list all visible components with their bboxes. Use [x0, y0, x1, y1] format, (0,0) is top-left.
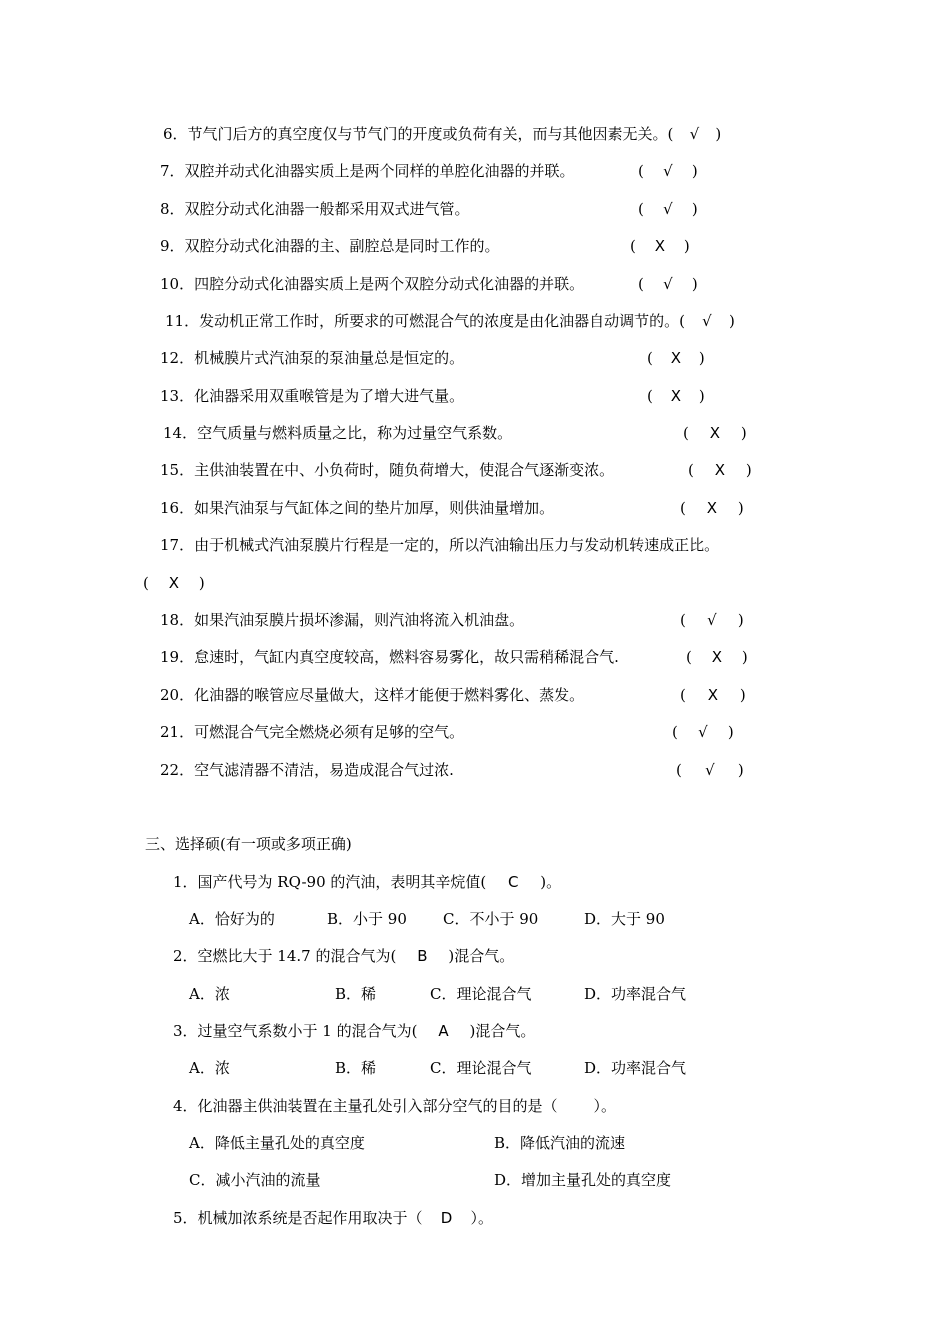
question-stem: 4．化油器主供油装置在主量孔处引入部分空气的目的是（ — [173, 1097, 558, 1115]
close-paren: ) — [737, 499, 744, 517]
answer-mark: √ — [663, 275, 673, 293]
answer-group-22 — [676, 760, 744, 780]
choice-question-3 — [173, 1021, 535, 1041]
judgment-item-8 — [160, 199, 470, 219]
judgment-item-9 — [160, 236, 500, 256]
judgment-item-20 — [160, 685, 584, 705]
option-d: D．增加主量孔处的真空度 — [494, 1171, 672, 1189]
answer-mark: √ — [705, 761, 715, 779]
item-text: 14．空气质量与燃料质量之比，称为过量空气系数。 — [163, 424, 513, 442]
item-text: 11．发动机正常工作时，所要求的可燃混合气的浓度是由化油器自动调节的。( — [165, 312, 685, 330]
question-stem-end: ）。 — [593, 1097, 617, 1115]
judgment-item-11 — [165, 311, 735, 331]
option-c: C．减小汽油的流量 — [189, 1171, 321, 1189]
option-d: D．功率混合气 — [584, 985, 687, 1003]
close-paren: ) — [698, 387, 705, 405]
choice-question-1 — [173, 872, 561, 892]
close-paren: ) — [728, 312, 735, 330]
option-b: B．稀 — [335, 1059, 377, 1077]
answer-mark: √ — [698, 723, 708, 741]
answer-mark: √ — [689, 125, 700, 143]
answer-group-20 — [680, 685, 746, 705]
question-stem-end: )混合气。 — [448, 947, 515, 965]
item-text: 19．怠速时，气缸内真空度较高，燃料容易雾化，故只需稍稀混合气. — [160, 648, 619, 666]
option-a: A．降低主量孔处的真空度 — [189, 1134, 365, 1152]
judgment-item-7 — [160, 161, 575, 181]
item-text: 15．主供油装置在中、小负荷时，随负荷增大，使混合气逐渐变浓。 — [160, 461, 615, 479]
open-paren: ( — [638, 200, 644, 218]
choice-question-2 — [173, 946, 514, 966]
answer-mark: √ — [707, 611, 717, 629]
open-paren: ( — [647, 387, 653, 405]
question-stem: 1．国产代号为 RQ-90 的汽油，表明其辛烷值( — [173, 873, 487, 891]
open-paren: ( — [676, 761, 682, 779]
question-answer: D — [440, 1209, 453, 1227]
question-stem: 5．机械加浓系统是否起作用取决于（ — [173, 1209, 423, 1227]
judgment-item-17 — [160, 535, 719, 555]
question-answer: A — [438, 1022, 449, 1040]
close-paren: ) — [698, 349, 705, 367]
answer-group-18 — [680, 610, 744, 630]
option-d: D．大于 90 — [584, 910, 665, 928]
question-answer: B — [417, 947, 428, 965]
item-text: 10．四腔分动式化油器实质上是两个双腔分动式化油器的并联。 — [160, 275, 585, 293]
option-c: C．不小于 90 — [443, 910, 539, 928]
close-paren: ) — [691, 162, 698, 180]
question-stem-end: )。 — [540, 873, 562, 891]
question-stem: 3．过量空气系数小于 1 的混合气为( — [173, 1022, 418, 1040]
answer-group-15 — [688, 460, 752, 480]
answer-mark: X — [707, 686, 718, 704]
option-a: A．恰好为的 — [189, 910, 275, 928]
open-paren: ( — [683, 424, 689, 442]
answer-mark: X — [709, 424, 720, 442]
answer-group-7 — [638, 161, 698, 181]
choice-question-5 — [173, 1208, 493, 1228]
close-paren: ) — [715, 125, 722, 143]
answer-group-14 — [683, 423, 747, 443]
close-paren: ) — [737, 611, 744, 629]
item-text: 18．如果汽油泵膜片损坏渗漏，则汽油将流入机油盘。 — [160, 611, 525, 629]
item-text: 9．双腔分动式化油器的主、副腔总是同时工作的。 — [160, 237, 500, 255]
item-text: 8．双腔分动式化油器一般都采用双式进气管。 — [160, 200, 470, 218]
open-paren: ( — [647, 349, 653, 367]
item-text: 13．化油器采用双重喉管是为了增大进气量。 — [160, 387, 465, 405]
answer-mark: √ — [663, 162, 673, 180]
answer-group-12 — [647, 348, 705, 368]
judgment-item-13 — [160, 386, 464, 406]
judgment-item-16 — [160, 498, 554, 518]
answer-mark: X — [711, 648, 722, 666]
item-text: 7．双腔并动式化油器实质上是两个同样的单腔化油器的并联。 — [160, 162, 575, 180]
judgment-item-15 — [160, 460, 614, 480]
judgment-item-18 — [160, 610, 524, 630]
answer-mark: √ — [663, 200, 673, 218]
judgment-item-12 — [160, 348, 464, 368]
open-paren: ( — [680, 499, 686, 517]
question-stem-end: )混合气。 — [469, 1022, 536, 1040]
close-paren: ) — [198, 574, 205, 592]
open-paren: ( — [680, 611, 686, 629]
open-paren: ( — [680, 686, 686, 704]
question-stem: 2．空燃比大于 14.7 的混合气为( — [173, 947, 397, 965]
judgment-item-6 — [163, 124, 721, 144]
option-c: C．理论混合气 — [430, 1059, 532, 1077]
item-text: 6．节气门后方的真空度仅与节气门的开度或负荷有关，而与其他因素无关。( — [163, 125, 674, 143]
open-paren: ( — [672, 723, 678, 741]
item-text: 21．可燃混合气完全燃烧必须有足够的空气。 — [160, 723, 465, 741]
choice-question-4 — [173, 1096, 616, 1116]
close-paren: ) — [741, 648, 748, 666]
answer-mark: X — [670, 349, 681, 367]
judgment-item-21 — [160, 722, 464, 742]
close-paren: ) — [745, 461, 752, 479]
open-paren: ( — [638, 162, 644, 180]
answer-group-21 — [672, 722, 734, 742]
option-b: B．小于 90 — [327, 910, 407, 928]
answer-group-10 — [638, 274, 698, 294]
judgment-item-14 — [163, 423, 512, 443]
close-paren: ) — [691, 275, 698, 293]
close-paren: ) — [739, 686, 746, 704]
option-a: A．浓 — [189, 985, 230, 1003]
close-paren: ) — [737, 761, 744, 779]
answer-group-19 — [686, 647, 748, 667]
answer-mark: X — [714, 461, 725, 479]
open-paren: ( — [638, 275, 644, 293]
answer-mark: X — [168, 574, 179, 592]
judgment-item-10 — [160, 274, 584, 294]
answer-mark: X — [654, 237, 665, 255]
option-c: C．理论混合气 — [430, 985, 532, 1003]
answer-mark: X — [706, 499, 717, 517]
option-d: D．功率混合气 — [584, 1059, 687, 1077]
option-b: B．稀 — [335, 985, 377, 1003]
open-paren: ( — [630, 237, 636, 255]
close-paren: ) — [727, 723, 734, 741]
judgment-item-19 — [160, 647, 619, 667]
answer-mark: X — [670, 387, 681, 405]
answer-group-13 — [647, 386, 705, 406]
judgment-item-22 — [160, 760, 454, 780]
open-paren: ( — [688, 461, 694, 479]
close-paren: ) — [683, 237, 690, 255]
option-b: B．降低汽油的流速 — [494, 1134, 626, 1152]
answer-group-8 — [638, 199, 698, 219]
question-answer: C — [507, 873, 519, 891]
open-paren: ( — [686, 648, 692, 666]
item-text: 16．如果汽油泵与气缸体之间的垫片加厚，则供油量增加。 — [160, 499, 555, 517]
item-text: 20．化油器的喉管应尽量做大，这样才能便于燃料雾化、蒸发。 — [160, 686, 585, 704]
option-a: A．浓 — [189, 1059, 230, 1077]
answer-group-9 — [630, 236, 690, 256]
answer-group-16 — [680, 498, 744, 518]
item-text: 22．空气滤清器不清洁，易造成混合气过浓. — [160, 761, 454, 779]
close-paren: ) — [691, 200, 698, 218]
answer-group-17 — [143, 573, 205, 593]
close-paren: ) — [740, 424, 747, 442]
item-text: 17．由于机械式汽油泵膜片行程是一定的，所以汽油输出压力与发动机转速成正比。 — [160, 536, 720, 554]
question-stem-end: ）。 — [470, 1209, 494, 1227]
item-text: 12．机械膜片式汽油泵的泵油量总是恒定的。 — [160, 349, 465, 367]
answer-mark: √ — [702, 312, 712, 330]
section-title: 三、选择硕(有一项或多项正确) — [145, 835, 352, 853]
open-paren: ( — [143, 574, 149, 592]
